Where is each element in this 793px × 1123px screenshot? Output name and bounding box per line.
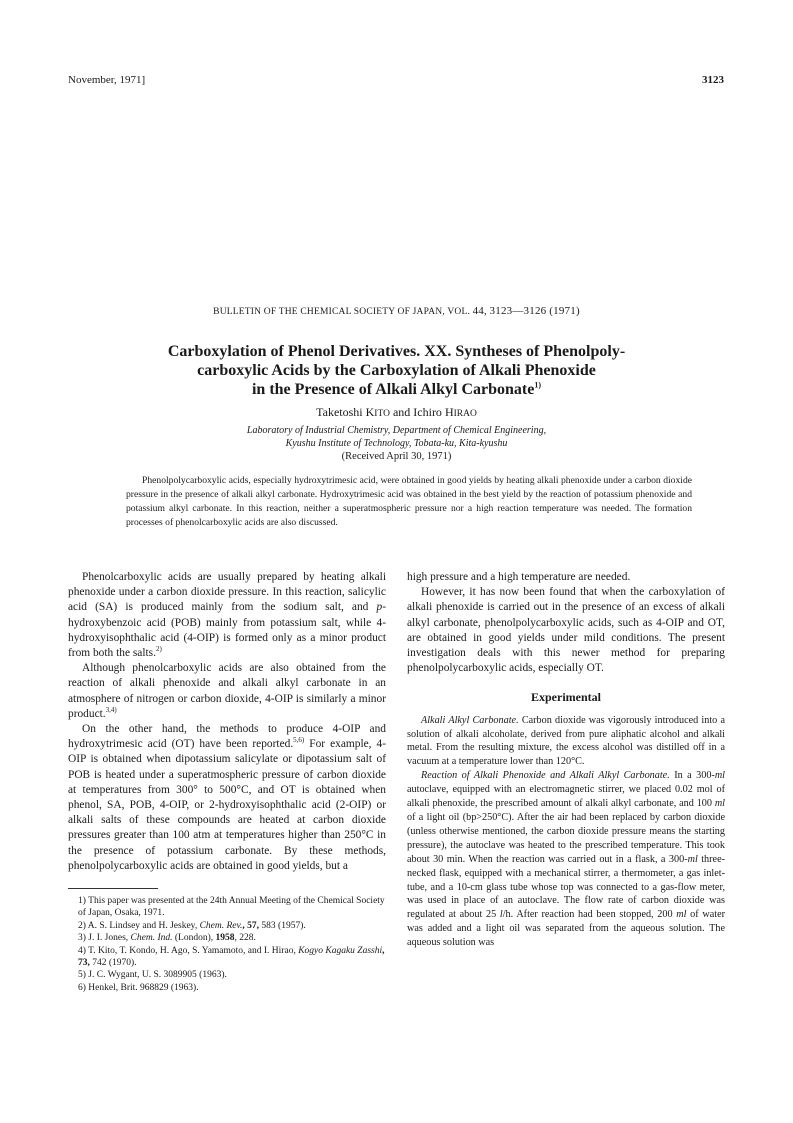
footnote-year: 1958 — [215, 933, 235, 944]
experimental-p2-text: /h. After reaction had been stopped, 200 — [502, 909, 677, 921]
intro-paragraph-4: However, it has now been found that when the carboxylation of alkali phenoxide is carried out in the presence of an excess of alkali alkyl carbonate, phenolpolycarboxylic acids, such as 4-OIP and OT, are obtained in good yields under mild conditions. The present investigation deals with this newer method for preparing phenolpolycarboxylic acids, especially OT. — [407, 586, 725, 675]
intro-continuation: high pressure and a high temperature are needed. — [407, 571, 631, 583]
footnote-text: (London), — [172, 933, 216, 944]
footnote-number: 6) — [78, 982, 86, 993]
author-1-surname: ITO — [374, 409, 390, 419]
run-in-heading: Reaction of Alkali Phenoxide and Alkali Alkyl Carbonate. — [421, 770, 670, 782]
ref-mark: 5,6) — [293, 736, 305, 745]
footnote-volume: , 73, — [78, 945, 385, 969]
author-line — [68, 405, 725, 420]
experimental-p2-text: In a 300- — [669, 770, 715, 782]
footnote-3 — [68, 932, 386, 944]
intro-paragraph-3 — [68, 722, 386, 874]
footnote-text: Henkel, Brit. 968829 (1963). — [88, 982, 199, 993]
abstract: Phenolpolycarboxylic acids, especially hydroxytrimesic acid, were obtained in good yields by heating alkali phenoxide under a carbon dioxide pressure in the presence of alkali alkyl carbonate. Hydroxytrimesic acid was obtained in the best yield by the reaction of potassium phenoxide and potassium alkyl carbonate. In this reaction, neither a superatmospheric pressure nor a high reaction temperature was needed. The formation processes of phenolcarboxylic acids are also discussed. — [126, 475, 692, 528]
journal-pages: 3123—3126 (1971) — [489, 305, 580, 317]
footnote-journal: Chem. Rev. — [199, 920, 243, 931]
footnote-volume: , 57, — [242, 920, 260, 931]
experimental-section — [407, 714, 725, 950]
author-2-given: Ichiro — [413, 405, 445, 419]
footnote-text: 583 (1957). — [259, 920, 306, 931]
footnote-journal: Kogyo Kagaku Zasshi — [298, 945, 383, 956]
run-in-heading: Alkali Alkyl Carbonate. — [421, 714, 519, 726]
author-1-initial: K — [365, 405, 375, 419]
ref-mark: 2) — [155, 645, 162, 654]
title-line-3 — [68, 380, 725, 399]
author-and: and — [389, 405, 414, 419]
footnote-text: A. S. Lindsey and H. Jeskey, — [87, 920, 200, 931]
intro-p1-text: Phenolcarboxylic acids are usually prepared by heating alkali phenoxide under a carbon dioxide pressure. In this reaction, salicylic acid (SA) is produced mainly from the sodium salt, and — [68, 571, 386, 614]
footnote-number: 3) — [78, 933, 86, 944]
unit-ml: ml — [714, 770, 725, 782]
footnote-text: This paper was presented at the 24th Annual Meeting of the Chemical Society of Japan, Osaka, 1971. — [78, 896, 385, 919]
experimental-p2-text: of a light oil (bp>250°C). After the air had been replaced by carbon dioxide (unless otherwise mentioned, the carbon dioxide pressure means the starting pressure), the autoclave was heated to the prescribed temperature. This took about 30 min. When the reaction was carried out in a flask, a 300- — [407, 811, 725, 865]
page-number: 3123 — [702, 74, 724, 86]
author-1-given: Taketoshi — [316, 405, 366, 419]
footnote-5 — [68, 969, 386, 981]
unit-ml: ml — [687, 853, 698, 865]
section-heading-experimental: Experimental — [531, 690, 601, 705]
affiliation-line-1: Laboratory of Industrial Chemistry, Department of Chemical Engineering, — [246, 425, 547, 436]
experimental-paragraph-2 — [407, 769, 725, 950]
journal-citation — [68, 305, 725, 317]
footnote-rule — [68, 888, 158, 889]
footnote-number: 1) — [78, 896, 86, 906]
footnote-number: 5) — [78, 970, 86, 981]
intro-p1-para-prefix: p — [376, 601, 383, 614]
running-header-date: November, 1971] — [68, 74, 146, 86]
paper-title — [68, 342, 725, 399]
intro-p1-text-2: -hydroxybenzoic acid (POB) mainly from potassium salt, while 4-hydroxyisophthalic acid (4-OIP) is formed only as a minor product from both the salts. — [68, 601, 386, 660]
left-column — [68, 570, 386, 874]
intro-p3-text: On the other hand, the methods to produce 4-OIP and hydroxytrimesic acid (OT) have been reported. — [68, 723, 386, 751]
unit-ml: ml — [714, 798, 725, 810]
experimental-p1-text: Carbon dioxide was vigorously introduced into a solution of alkali alcoholate, derived from pure aliphatic alcohol and alkali metal. From the resulting mixture, the excess alcohol was distilled off in a vacuum at a temperature lower than 120°C. — [407, 714, 725, 768]
footnotes — [68, 895, 386, 994]
footnote-text: 742 (1970). — [89, 958, 137, 969]
journal-volume: 44, — [472, 305, 487, 317]
author-2-initial: H — [444, 405, 454, 419]
unit-l: l — [499, 909, 503, 921]
footnote-number: 4) — [78, 945, 86, 956]
title-line-2: carboxylic Acids by the Carboxylation of Alkali Phenoxide — [197, 362, 596, 379]
intro-p3-text-2: For example, 4-OIP is obtained when dipotassium salicylate or dipotassium salt of POB is heated under a superatmospheric pressure of carbon dioxide at temperatures from 300° to 500°C, and OT is obtained when phenol, SA, POB, 4-OIP, or 2-hydroxyisophthalic acid (2-OIP) or alkali salts of these compounds are heated at carbon dioxide pressures greater than 100 atm at temperatures higher than 250°C in the presence of potassium carbonate. By these methods, phenolpolycarboxylic acids are obtained in good yields, but a — [68, 738, 386, 872]
ref-mark: 3,4) — [105, 706, 117, 715]
experimental-p2-text: three-necked flask, equipped with a mechanical stirrer, a thermometer, a gas inlet-tube, and a 10-cm glass tube whose top was connected to a gas-flow meter, was used in place of an autoclave. The flow rate of carbon dioxide was regulated at about 25 — [407, 853, 725, 921]
footnote-text: , 228. — [234, 933, 256, 944]
footnote-text: J. C. Wygant, U. S. 3089905 (1963). — [88, 970, 227, 981]
footnote-number: 2) — [78, 920, 86, 931]
right-column — [407, 570, 725, 950]
experimental-p2-text: autoclave, equipped with an electromagnetic stirrer, we placed 0.02 mol of alkali phenoxide, the prescribed amount of alkali alkyl carbonate, and 100 — [407, 784, 725, 810]
intro-p2-text: Although phenolcarboxylic acids are also obtained from the reaction of alkali phenoxide and alkali alkyl carbonate in an atmosphere of nitrogen or carbon dioxide, 4-OIP is similarly a minor product. — [68, 662, 386, 720]
title-line-1: Carboxylation of Phenol Derivatives. XX. Syntheses of Phenolpoly- — [167, 343, 626, 360]
intro-paragraph-1 — [68, 570, 386, 661]
footnote-4 — [68, 945, 386, 970]
footnote-text: T. Kito, T. Kondo, H. Ago, S. Yamamoto, and I. Hirao, — [88, 945, 299, 956]
affiliation — [68, 424, 725, 450]
journal-name: BULLETIN OF THE CHEMICAL SOCIETY OF JAPAN, VOL. — [213, 307, 471, 317]
received-date: (Received April 30, 1971) — [341, 451, 452, 462]
intro-paragraph-2 — [68, 661, 386, 722]
experimental-p2-text: of water was added and a light oil was separated from the aqueous solution. The aqueous solution was — [407, 909, 725, 949]
affiliation-line-2: Kyushu Institute of Technology, Tobata-ku, Kita-kyushu — [285, 438, 508, 449]
footnote-2 — [68, 920, 386, 932]
footnote-6 — [68, 982, 386, 994]
unit-ml: ml — [676, 909, 687, 921]
footnote-journal: Chem. Ind. — [130, 933, 173, 944]
experimental-paragraph-1 — [407, 714, 725, 770]
footnote-text: J. I. Jones, — [88, 933, 131, 944]
title-footnote-mark: 1) — [534, 380, 542, 390]
author-2-surname: IRAO — [453, 409, 477, 419]
footnote-1 — [68, 895, 386, 920]
title-line-3-text: in the Presence of Alkali Alkyl Carbonate — [251, 381, 535, 398]
